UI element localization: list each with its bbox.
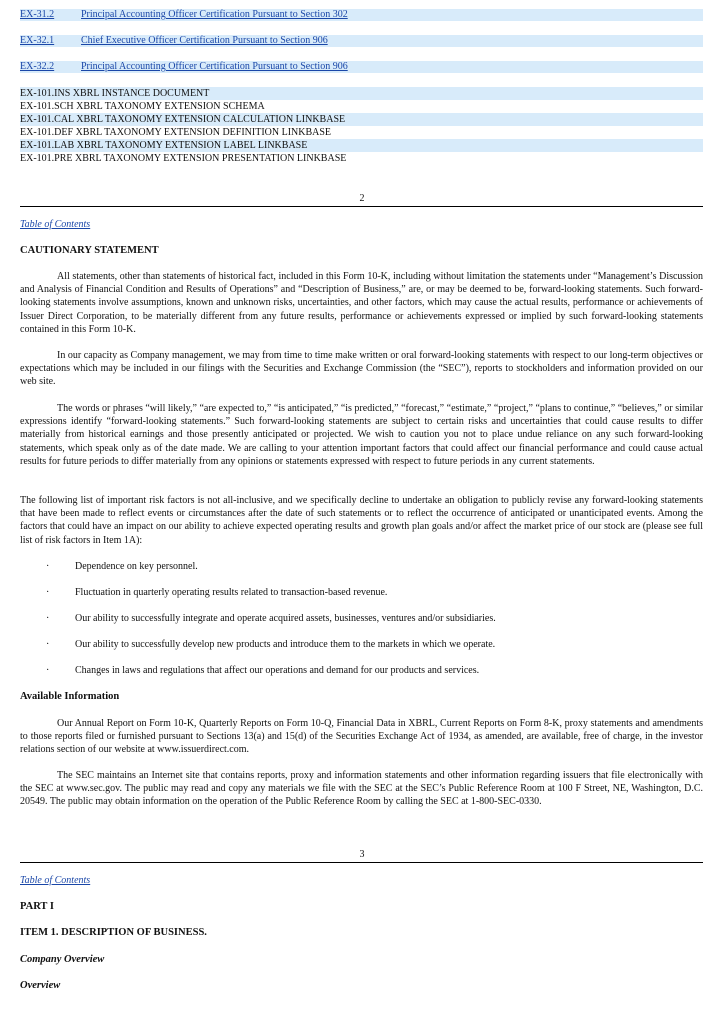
xbrl-code: EX-101.INS [20,88,71,99]
part-heading: PART I [20,901,54,912]
exhibit-description-link[interactable]: Principal Accounting Officer Certification Pursuant to Section 302 [81,9,348,20]
cautionary-heading: CAUTIONARY STATEMENT [20,245,159,256]
risk-item-text: Our ability to successfully develop new products and introduce them to the markets in which we operate. [75,639,496,650]
xbrl-row [20,126,703,139]
xbrl-code: EX-101.DEF [20,127,74,138]
bullet-icon: · [46,587,50,598]
page-divider [20,206,703,207]
risk-item-text: Our ability to successfully integrate and operate acquired assets, businesses, ventures and/or subsidiaries. [75,613,496,624]
cautionary-paragraph-1: All statements, other than statements of historical fact, included in this Form 10-K, including without limitation the statements under “Management’s Discussion and Analysis of Financial Condition and Results of Operations” and “Description of Business,” are, or may be deemed to be, forward-looking statements. Such forward-looking statements involve assumptions, known and unknown risks, uncertainties, and other factors, which may cause the actual results, performance or achievements of Issuer Direct Corporation, to be materially different from any future results, performance or achievements expressed or implied by such forward-looking statements contained in this Form 10-K. [20,271,703,335]
cautionary-paragraph-3: The words or phrases “will likely,” “are expected to,” “is anticipated,” “is predicted,” “forecast,” “estimate,” “project,” “plans to continue,” “believes,” or similar expressions identify “forward-looking statements.” Such forward-looking statements are subject to certain risks and uncertainties that could cause results to differ materially from historical earnings and those presently anticipated or projected. We wish to caution you not to place undue reliance on any such forward-looking statements, which speak only as of the date made. We are calling to your attention important factors that could affect our financial performance and could cause actual results for future periods to differ materially from any opinions or statements expressed with respect to future periods in any current statements. [20,403,703,467]
risk-list-item [20,664,703,677]
risk-item-text: Fluctuation in quarterly operating results related to transaction-based revenue. [75,587,388,598]
bullet-icon: · [46,665,50,676]
exhibit-row [20,9,703,21]
xbrl-row [20,113,703,126]
overview-heading: Overview [20,980,61,991]
table-of-contents-link[interactable]: Table of Contents [20,219,91,230]
xbrl-row [20,152,703,165]
xbrl-description: XBRL INSTANCE DOCUMENT [72,88,210,99]
cautionary-paragraph-4: The following list of important risk factors is not all-inclusive, and we specifically decline to undertake an obligation to publicly revise any forward-looking statements that have been made to reflect events or circumstances after the date of such statements or to reflect the occurrence of anticipated or unanticipated events. Among the factors that could have an impact on our ability to achieve expected operating results and growth plan goals and/or affect the market price of our stock are (please see full list of risk factors in Item 1A): [20,495,703,546]
risk-item-text: Changes in laws and regulations that affect our operations and demand for our products and services. [75,665,480,676]
risk-item-text: Dependence on key personnel. [75,561,198,572]
table-of-contents-link[interactable]: Table of Contents [20,875,91,886]
xbrl-description: XBRL TAXONOMY EXTENSION PRESENTATION LINKBASE [75,153,347,164]
xbrl-code: EX-101.CAL [20,114,74,125]
xbrl-row [20,87,703,100]
company-overview-heading: Company Overview [20,954,105,965]
risk-list-item [20,612,703,625]
cautionary-paragraph-2: In our capacity as Company management, we may from time to time make written or oral forward-looking statements with respect to our long-term objectives or expectations which may be included in our filings with the Securities and Exchange Commission (the “SEC”), reports to stockholders and information provided on our web site. [20,350,703,388]
available-paragraph-1: Our Annual Report on Form 10-K, Quarterly Reports on Form 10-Q, Financial Data in XBRL, Current Reports on Form 8-K, proxy statements and amendments to those reports filed or furnished pursuant to Sections 13(a) and 15(d) of the Securities Exchange Act of 1934, as amended, are available, free of charge, in the investor relations section of our website at www.issuerdirect.com. [20,718,703,756]
available-information-heading: Available Information [20,691,120,702]
risk-list-item [20,638,703,651]
risk-list-item [20,560,703,573]
bullet-icon: · [46,613,50,624]
exhibit-description-link[interactable]: Principal Accounting Officer Certification Pursuant to Section 906 [81,61,348,72]
xbrl-description: XBRL TAXONOMY EXTENSION CALCULATION LINKBASE [76,114,346,125]
xbrl-description: XBRL TAXONOMY EXTENSION LABEL LINKBASE [76,140,308,151]
exhibit-row [20,61,703,73]
available-paragraph-2: The SEC maintains an Internet site that contains reports, proxy and information statements and other information regarding issuers that file electronically with the SEC at www.sec.gov. The public may read and copy any materials we file with the SEC at the SEC’s Public Reference Room at 100 F Street, NE, Washington, D.C. 20549. The public may obtain information on the operation of the Public Reference Room by calling the SEC at 1-800-SEC-0330. [20,770,703,808]
exhibit-code-link[interactable]: EX-32.2 [20,61,55,72]
page-number: 3 [359,849,365,860]
xbrl-row [20,139,703,152]
xbrl-description: XBRL TAXONOMY EXTENSION DEFINITION LINKBASE [75,127,332,138]
exhibit-code-link[interactable]: EX-32.1 [20,35,55,46]
bullet-icon: · [46,561,50,572]
xbrl-code: EX-101.LAB [20,140,75,151]
exhibit-row [20,35,703,47]
xbrl-code: EX-101.PRE [20,153,73,164]
xbrl-description: XBRL TAXONOMY EXTENSION SCHEMA [76,101,265,112]
bullet-icon: · [46,639,50,650]
xbrl-code: EX-101.SCH [20,101,74,112]
page-number: 2 [359,193,365,204]
exhibit-code-link[interactable]: EX-31.2 [20,9,55,20]
item-heading: ITEM 1. DESCRIPTION OF BUSINESS. [20,927,207,938]
xbrl-row [20,100,703,113]
page-divider [20,862,703,863]
exhibit-description-link[interactable]: Chief Executive Officer Certification Pursuant to Section 906 [81,35,328,46]
risk-list-item [20,586,703,599]
